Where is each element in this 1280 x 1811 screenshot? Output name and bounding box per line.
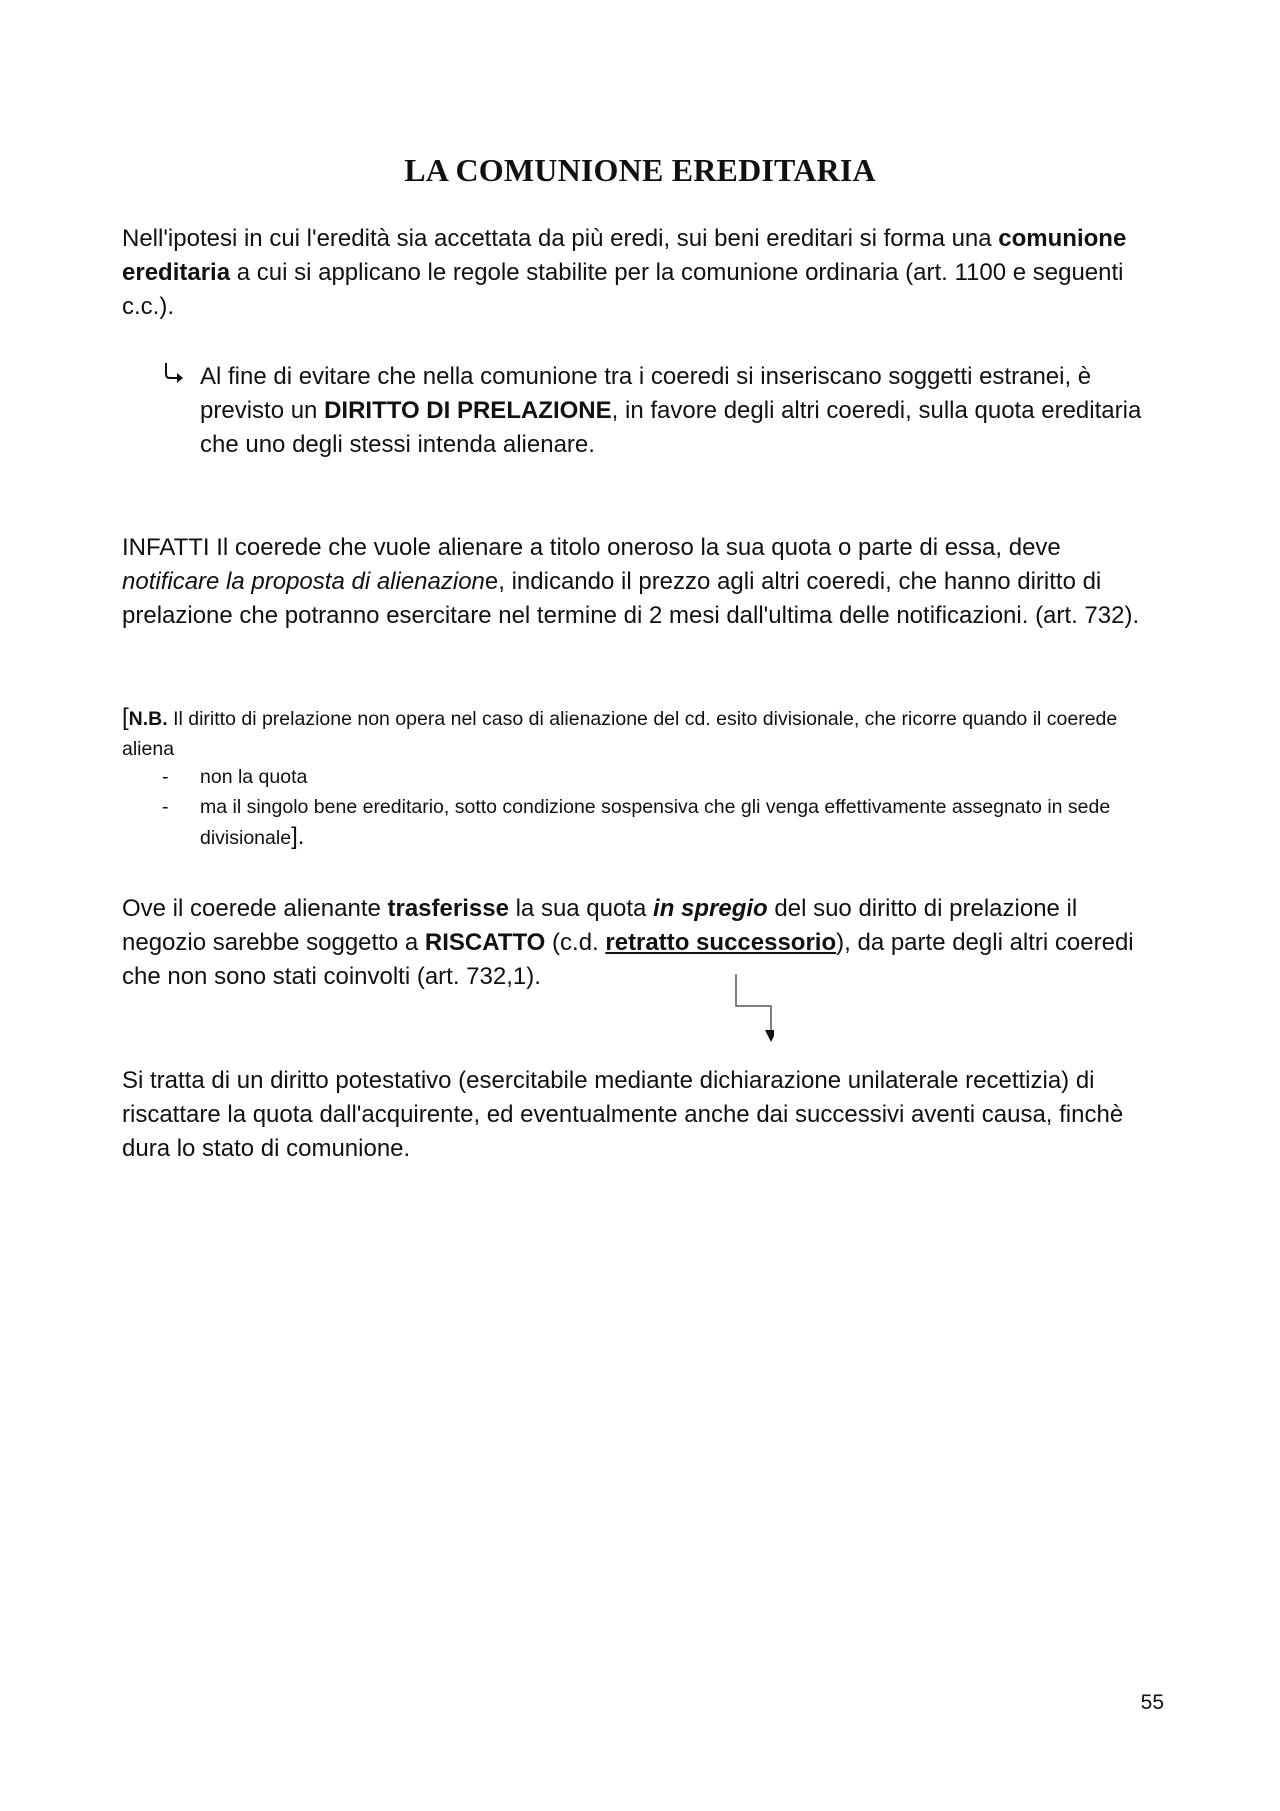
text: del suo diritto di prelazione il negozio sarebbe soggetto a: [122, 895, 1078, 956]
list-item-text: non la quota: [200, 766, 308, 788]
text: Nell'ipotesi in cui l'eredità sia accettata da più eredi, sui beni ereditari si forma una: [122, 225, 999, 252]
connector-arrow-icon: [734, 974, 774, 1044]
text: la sua quota: [508, 895, 654, 922]
paragraph-riscatto: [122, 892, 1162, 994]
text: Al fine di evitare che nella comunione tra i coeredi si inseriscano soggetti estranei, è previsto un: [200, 363, 1092, 424]
paragraph-infatti: [122, 531, 1162, 633]
italic-text: notificare la proposta di alienazion: [122, 568, 485, 595]
list-item: [122, 762, 1172, 792]
text: INFATTI Il coerede che vuole alienare a titolo oneroso la sua quota o parte di essa, deve: [122, 534, 1061, 561]
paragraph-intro: [122, 222, 1162, 324]
bold-underlined-text: retratto successorio: [605, 929, 837, 956]
arrow-bullet-icon: [162, 360, 194, 396]
dash: -: [162, 766, 169, 788]
bold-italic-text: in spregio: [653, 895, 768, 922]
bullet-text: [200, 360, 1162, 462]
text: ), da parte degli altri coeredi che non sono stati coinvolti (art. 732,1).: [122, 929, 1134, 990]
text: e, indicando il prezzo agli altri coeredi, che hanno diritto di prelazione che potranno esercitare nel termine di 2 mesi dall'ultima delle notificazioni. (art. 732).: [122, 568, 1140, 629]
page-number: 55: [1140, 1691, 1164, 1714]
nb-list: [122, 762, 1172, 853]
bold-text: RISCATTO: [424, 929, 546, 956]
paragraph-diritto-potestativo: Si tratta di un diritto potestativo (esercitabile mediante dichiarazione unilaterale recettizia) di riscattare la quota dall'acquirente, ed eventualmente anche dai successivi aventi causa, finchè dura lo stato di comunione.: [122, 1067, 1124, 1162]
nb-note: [122, 703, 1172, 764]
text: (c.d.: [545, 929, 606, 956]
close-bracket: ].: [291, 823, 305, 850]
page-title: LA COMUNIONE EREDITARIA: [404, 152, 876, 188]
nb-text: Il diritto di prelazione non opera nel caso di alienazione del cd. esito divisionale, che ricorre quando il coerede aliena: [122, 708, 1118, 760]
open-bracket: [: [122, 704, 129, 731]
nb-label: N.B.: [128, 708, 168, 730]
bold-text: comunione ereditaria: [122, 225, 1127, 286]
dash: -: [162, 796, 169, 818]
text: a cui si applicano le regole stabilite per la comunione ordinaria (art. 1100 e seguenti c.c.).: [122, 259, 1124, 320]
text: , in favore degli altri coeredi, sulla quota ereditaria che uno degli stessi intenda alienare.: [200, 397, 1142, 458]
bold-text: trasferisse: [387, 895, 509, 922]
bold-text: DIRITTO DI PRELAZIONE: [324, 397, 612, 424]
list-item-text: ma il singolo bene ereditario, sotto condizione sospensiva che gli venga effettivamente assegnato in sede divisionale: [200, 796, 1111, 849]
text: Ove il coerede alienante: [122, 895, 388, 922]
list-item: [122, 792, 1172, 853]
